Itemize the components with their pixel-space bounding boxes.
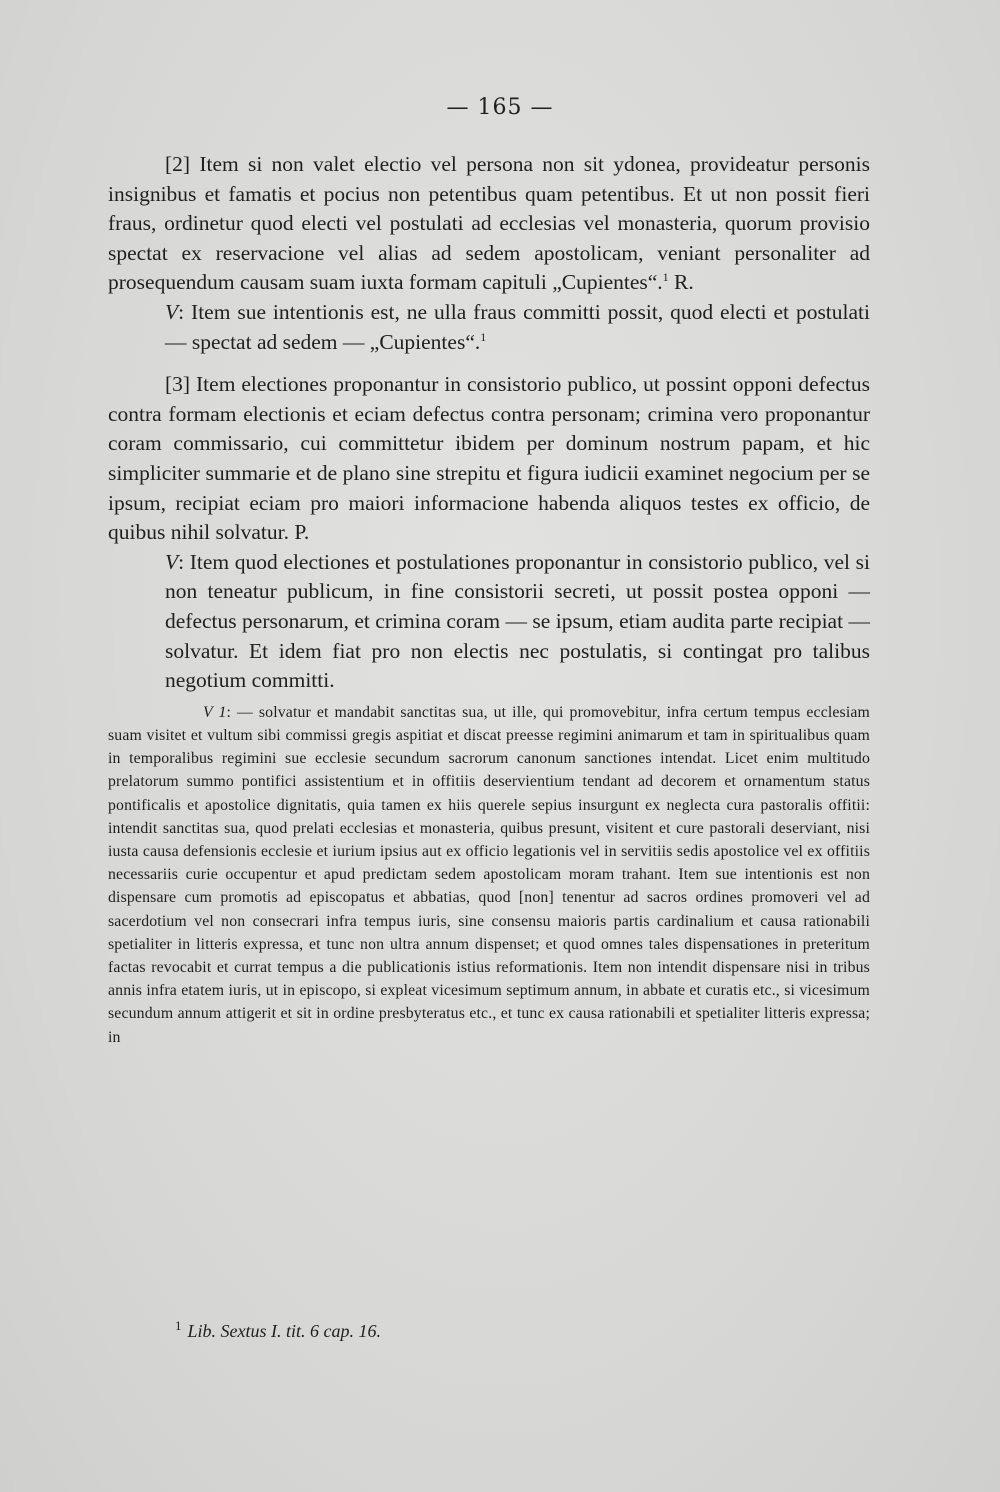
variant-3-text: : Item quod electiones et postulationes proponantur in consistorio publico, vel si non teneatur publicum, in fine consistorii secreti, ut possit postea opponi — defectus personarum, et crimina coram — se ipsum, etiam audita parte recipiat — solvatur. Et idem fiat pro non electis nec postulatis, si contingat pro talibus negotium committi.: [165, 549, 870, 693]
variant-note-text: : — solvatur et mandabit sanctitas sua, ut ille, qui promovebitur, infra certum tempus ecclesiam suam visitet et vultum sibi commissi gregis aspitiat et discat preesse regimini animarum et tam in spiritualibus quam in temporalibus regimini sue ecclesie secundum sacrorum canonum sanctiones intendat. Licet enim multitudo prelatorum summo pontifici assistentium et in offitiis deservientium tendant ad decorem et ornamentum status pontificalis et apostolice dignitatis, quia tamen ex hiis querele sepius insurgunt ex neglecta cura pastoralis offitii: intendit sanctitas sua, quod prelati ecclesias et monasteria, quibus presunt, visitent et cure pastorali deserviant, nisi iusta causa defensionis ecclesie et iurium ipsius aut ex officio legationis vel in servitiis sedis apostolice vel ex offitiis necessariis curie occupentur et apud predictam sedem apostolicam moram trahant. Item sue intentionis est non dispensare cum promotis ad episcopatus et abbatias, quod [non] tenentur ad sacros ordines promoveri vel ad sacerdotium vel non consecrari infra tempus iuris, sine consensu maioris partis cardinalium et causa rationabili spetialiter in litteris expressa, et tunc non ultra annum dispenset; et quod omnes tales dispensationes in preteritum factas revocabit et currat tempus a die publicationis istius reformationis. Item non intendit dispensare nisi in tribus annis infra etatem iuris, ut in episcopo, si expleat vicesimum septimum annum, in abbate et curatis etc., si vicesimum secundum annum attigerit et sit in ordine presbyteratus etc., et tunc ex causa rationabili et spetialiter litteris expressa; in: [108, 703, 870, 1046]
footnote-mark: 1: [175, 1318, 182, 1333]
variant-note-v1: [108, 701, 870, 1049]
page-number: — 165 —: [446, 95, 554, 120]
footnote-ref: 1: [662, 270, 669, 285]
paragraph-section-3: [108, 370, 870, 548]
paragraph-section-2: [108, 150, 870, 298]
variant-note-sigla: V 1: [203, 703, 227, 721]
section-2-source: R.: [668, 270, 694, 295]
page-body: [108, 150, 870, 1049]
section-3-text: [3] Item electiones proponantur in consistorio publico, ut possint opponi defectus contra formam electionis et eciam defectus contra personam; crimina vero proponantur coram commissario, cui committetur ibidem per dominum nostrum papam, et hic simpliciter summarie et de plano sine strepitu et figura iudicii examinet negocium per se ipsum, recipiat eciam pro maiori informacione habenda aliquos testes ex officio, de quibus nihil solvatur. P.: [108, 372, 870, 545]
footnote-ref: 1: [480, 329, 487, 344]
variant-paragraph-2: [165, 298, 870, 357]
variant-sigla: V: [165, 299, 179, 324]
variant-sigla: V: [165, 549, 179, 574]
variant-2-text: : Item sue intentionis est, ne ulla fraus committi possit, quod electi et postulati — spectat ad sedem — „Cupientes“.: [165, 299, 870, 354]
footnote-text: Lib. Sextus I. tit. 6 cap. 16.: [187, 1321, 381, 1341]
footnote: [175, 1318, 381, 1342]
variant-paragraph-3: [165, 548, 870, 696]
section-2-text: [2] Item si non valet electio vel persona non sit ydonea, provideatur personis insignibus et famatis et pocius non petentibus quam petentibus. Et ut non possit fieri fraus, ordinetur quod electi vel postulati ad ecclesias vel monasteria, quorum provisio spectat ex reservacione vel alias ad sedem apostolicam, veniant personaliter ad prosequendum causam suam iuxta formam capituli „Cupientes“.: [108, 152, 870, 295]
